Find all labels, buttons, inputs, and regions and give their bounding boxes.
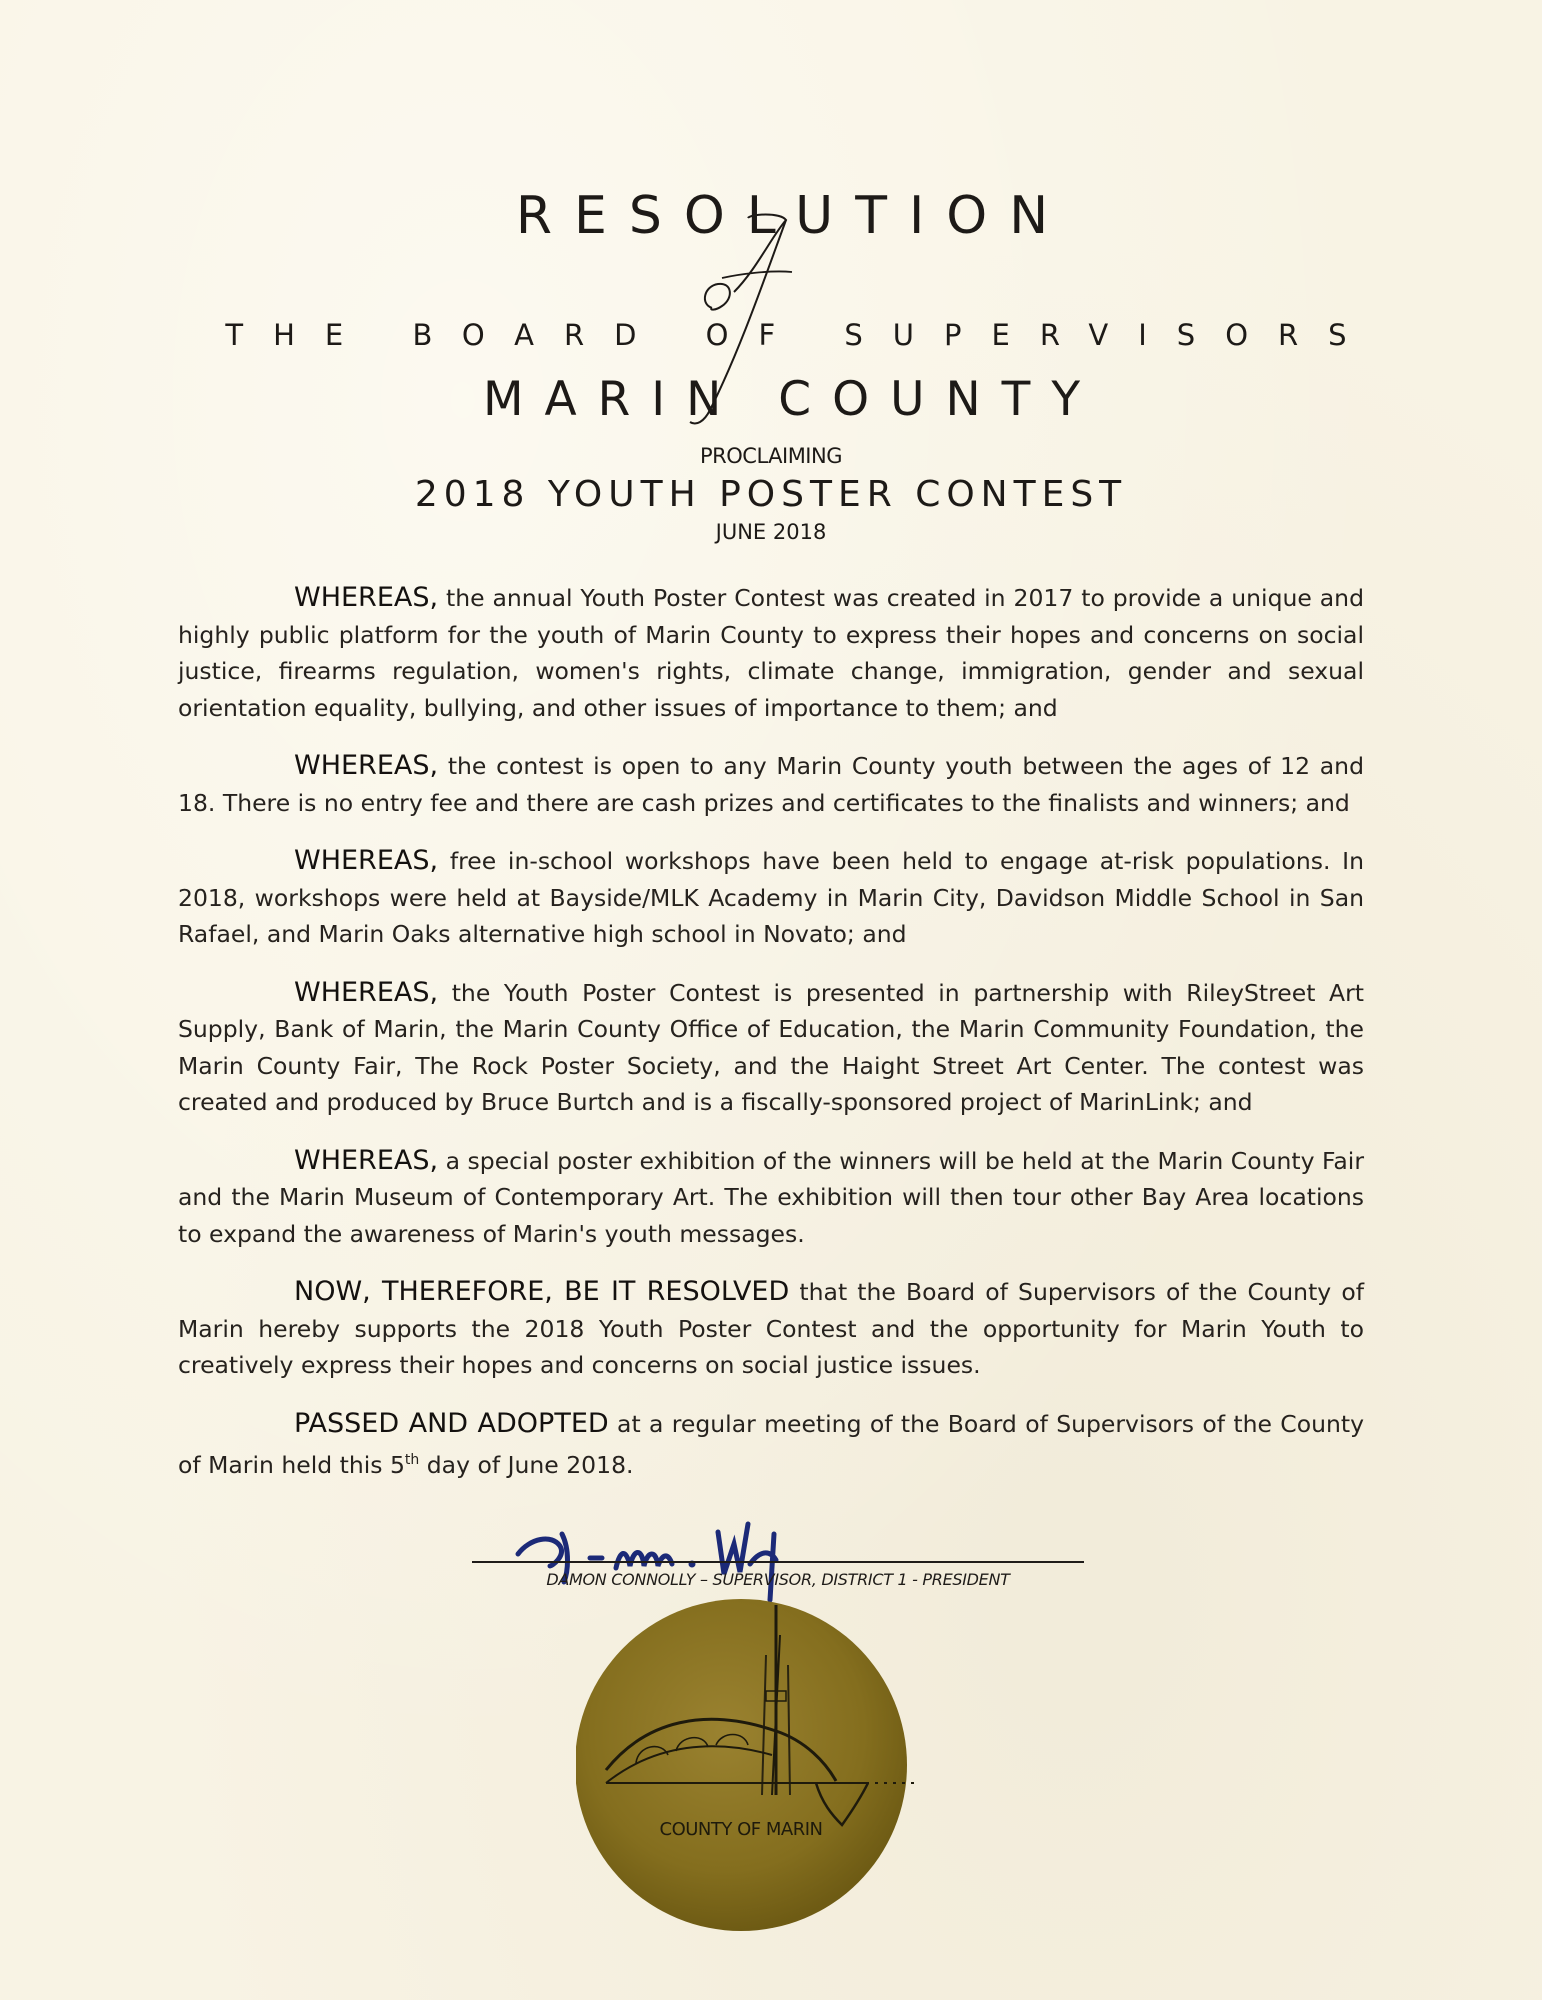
paragraph-text: a special poster exhibition of the winners will be held at the Marin County Fair and the Marin Museum of Contemporary Art. The exhibition will then tour other Bay Area locations to expand the awareness of Marin's youth messages.: [178, 1146, 1364, 1248]
paragraph-keyword: PASSED AND ADOPTED: [294, 1407, 609, 1439]
whereas-paragraph-1: [178, 580, 1364, 726]
paragraph-text: the contest is open to any Marin County youth between the ages of 12 and 18. There is no entry fee and there are cash prizes and certificates to the finalists and winners; and: [178, 752, 1364, 817]
paragraph-keyword: WHEREAS,: [294, 582, 439, 613]
whereas-paragraph-3: [178, 843, 1364, 953]
paragraph-text: free in-school workshops have been held to engage at-risk populations. In 2018, workshops were held at Bayside/MLK Academy in Marin City, Davidson Middle School in San Rafael, and Marin Oaks alternative high school in Novato; and: [178, 847, 1364, 948]
contest-title: 2018 YOUTH POSTER CONTEST: [414, 474, 1128, 515]
county-seal: [576, 1595, 916, 1935]
proclaiming-label: PROCLAIMING: [700, 444, 842, 468]
paragraph-text: that the Board of Supervisors of the County of Marin hereby supports the 2018 Youth Poster Contest and the opportunity for Marin Youth to creatively express their hopes and concerns on social justice issues.: [178, 1278, 1364, 1379]
seal-label: COUNTY OF MARIN: [659, 1819, 823, 1840]
resolved-paragraph: [178, 1274, 1364, 1384]
paragraph-text: the annual Youth Poster Contest was created in 2017 to provide a unique and highly public platform for the youth of Marin County to express their hopes and concerns on social justice, firearms regulation, women's rights, climate change, immigration, gender and sexual orientation equality, bullying, and other issues of importance to them; and: [178, 584, 1364, 722]
paragraph-keyword: WHEREAS,: [294, 1144, 439, 1176]
county-title: MARIN COUNTY: [482, 372, 1102, 427]
whereas-paragraph-2: [178, 748, 1364, 821]
resolution-title: RESOLUTION: [515, 186, 1071, 246]
paragraph-keyword: WHEREAS,: [294, 845, 439, 876]
date-ordinal-suffix: th: [404, 1452, 420, 1468]
board-title: THE BOARD OF SUPERVISORS: [225, 318, 1377, 352]
paragraph-text: the Youth Poster Contest is presented in partnership with RileyStreet Art Supply, Bank of Marin, the Marin County Office of Education, the Marin Community Foundation, the Marin County Fair, The Rock Poster Society, and the Haight Street Art Center. The contest was created and produced by Bruce Burtch and is a fiscally-sponsored project of MarinLink; and: [178, 978, 1364, 1116]
signature-line: [472, 1561, 1084, 1563]
resolution-body: [178, 580, 1364, 1505]
adopted-paragraph: [178, 1406, 1364, 1484]
resolution-date: JUNE 2018: [715, 520, 827, 544]
paragraph-keyword: NOW, THEREFORE, BE IT RESOLVED: [294, 1276, 790, 1307]
paragraph-keyword: WHEREAS,: [294, 976, 439, 1008]
paragraph-text: day of June 2018.: [419, 1450, 634, 1479]
paragraph-keyword: WHEREAS,: [294, 750, 439, 781]
whereas-paragraph-4: [178, 975, 1364, 1121]
whereas-paragraph-5: [178, 1143, 1364, 1253]
signatory-caption: DAMON CONNOLLY – SUPERVISOR, DISTRICT 1 - PRESIDENT: [546, 1570, 1010, 1589]
paragraph-text: at a regular meeting of the Board of Supervisors of the County of Marin held this 5: [178, 1409, 1364, 1479]
